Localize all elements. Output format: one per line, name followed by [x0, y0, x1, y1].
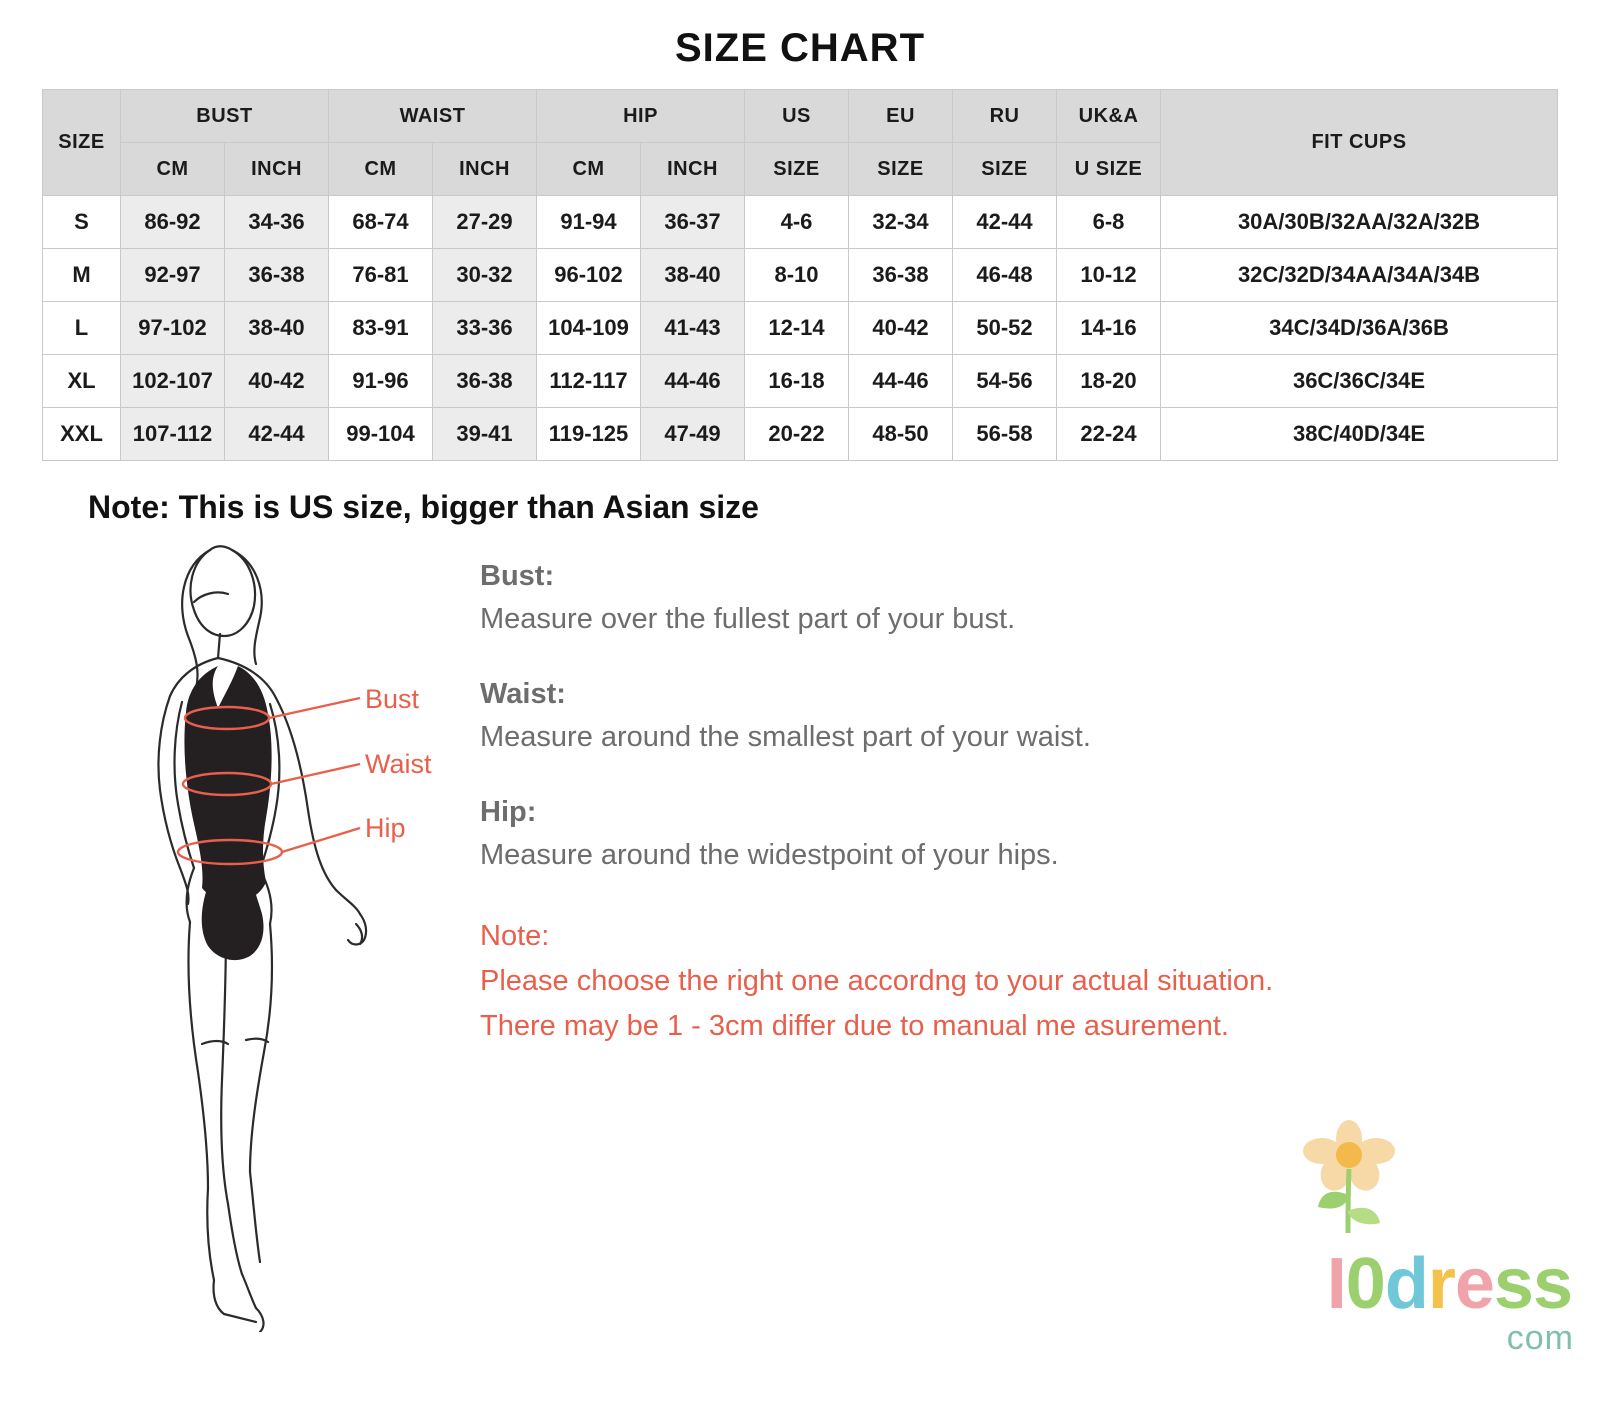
logo-char-4: r	[1427, 1244, 1455, 1324]
cell-uk: 22-24	[1057, 408, 1161, 461]
cell-eu: 44-46	[849, 355, 953, 408]
header-ru: RU	[953, 90, 1057, 143]
subheader-waist-inch: INCH	[433, 143, 537, 196]
subheader-hip-cm: CM	[537, 143, 641, 196]
bottom-note-line-2: There may be 1 - 3cm differ due to manual me asurement.	[480, 1009, 1229, 1042]
cell-us: 20-22	[745, 408, 849, 461]
cell-waist-inch: 33-36	[433, 302, 537, 355]
cell-bust-inch: 42-44	[225, 408, 329, 461]
cell-us: 8-10	[745, 249, 849, 302]
measure-label-hip: Hip:	[480, 796, 537, 828]
cell-bust-inch: 34-36	[225, 196, 329, 249]
cell-hip-inch: 41-43	[641, 302, 745, 355]
subheader-uk-size: U SIZE	[1057, 143, 1161, 196]
measure-block-bust	[480, 560, 1600, 636]
bottom-note-line-1: Please choose the right one accordng to your actual situation.	[480, 964, 1274, 997]
cell-hip-inch: 47-49	[641, 408, 745, 461]
logo-char-6: ss	[1493, 1244, 1572, 1324]
cell-ru: 54-56	[953, 355, 1057, 408]
cell-hip-cm: 112-117	[537, 355, 641, 408]
cell-size: XL	[43, 355, 121, 408]
subheader-waist-cm: CM	[329, 143, 433, 196]
size-chart-table	[42, 89, 1558, 461]
header-us: US	[745, 90, 849, 143]
table-head	[43, 90, 1558, 196]
cell-size: S	[43, 196, 121, 249]
cell-bust-cm: 86-92	[121, 196, 225, 249]
figure-label-bust: Bust	[365, 684, 420, 714]
cell-us: 16-18	[745, 355, 849, 408]
cell-size: XXL	[43, 408, 121, 461]
subheader-us-size: SIZE	[745, 143, 849, 196]
logo-char-2: 0	[1345, 1244, 1385, 1324]
header-bust: BUST	[121, 90, 329, 143]
cell-hip-cm: 104-109	[537, 302, 641, 355]
header-waist: WAIST	[329, 90, 537, 143]
subheader-hip-inch: INCH	[641, 143, 745, 196]
measurement-instructions	[460, 532, 1600, 1337]
table-body	[43, 196, 1558, 461]
cell-fit-cups: 32C/32D/34AA/34A/34B	[1161, 249, 1558, 302]
cell-waist-cm: 83-91	[329, 302, 433, 355]
cell-hip-cm: 96-102	[537, 249, 641, 302]
cell-bust-cm: 97-102	[121, 302, 225, 355]
cell-eu: 40-42	[849, 302, 953, 355]
subheader-bust-cm: CM	[121, 143, 225, 196]
cell-waist-cm: 91-96	[329, 355, 433, 408]
cell-fit-cups: 34C/34D/36A/36B	[1161, 302, 1558, 355]
cell-ru: 50-52	[953, 302, 1057, 355]
brand-logo-suffix: com	[1506, 1319, 1574, 1357]
cell-fit-cups: 38C/40D/34E	[1161, 408, 1558, 461]
cell-us: 4-6	[745, 196, 849, 249]
cell-ru: 42-44	[953, 196, 1057, 249]
size-chart-container	[0, 89, 1600, 461]
cell-waist-inch: 27-29	[433, 196, 537, 249]
cell-size: L	[43, 302, 121, 355]
figure-illustration	[60, 532, 460, 1337]
swimsuit-shape	[184, 666, 271, 902]
cell-bust-inch: 38-40	[225, 302, 329, 355]
table-group-header-row	[43, 90, 1558, 143]
measure-block-hip	[480, 796, 1600, 872]
cell-bust-cm: 102-107	[121, 355, 225, 408]
cell-ru: 46-48	[953, 249, 1057, 302]
bottom-note	[480, 914, 1600, 1049]
cell-hip-inch: 38-40	[641, 249, 745, 302]
cell-ru: 56-58	[953, 408, 1057, 461]
cell-eu: 36-38	[849, 249, 953, 302]
cell-fit-cups: 36C/36C/34E	[1161, 355, 1558, 408]
cell-waist-inch: 39-41	[433, 408, 537, 461]
figure-label-waist: Waist	[365, 749, 432, 779]
cell-bust-inch: 40-42	[225, 355, 329, 408]
table-row	[43, 196, 1558, 249]
us-size-note: Note: This is US size, bigger than Asian size	[88, 489, 759, 525]
cell-size: M	[43, 249, 121, 302]
cell-uk: 10-12	[1057, 249, 1161, 302]
subheader-ru-size: SIZE	[953, 143, 1057, 196]
header-uk: UK&A	[1057, 90, 1161, 143]
header-size: SIZE	[43, 90, 121, 196]
measure-label-bust: Bust:	[480, 560, 555, 592]
measure-text-waist: Measure around the smallest part of your waist.	[480, 721, 1091, 753]
cell-bust-inch: 36-38	[225, 249, 329, 302]
cell-bust-cm: 107-112	[121, 408, 225, 461]
flower-icon	[1294, 1115, 1404, 1240]
cell-waist-inch: 36-38	[433, 355, 537, 408]
header-fit-cups: FIT CUPS	[1161, 90, 1558, 196]
table-row	[43, 355, 1558, 408]
female-body-illustration	[60, 532, 460, 1332]
cell-eu: 32-34	[849, 196, 953, 249]
header-eu: EU	[849, 90, 953, 143]
table-row	[43, 302, 1558, 355]
measure-text-bust: Measure over the fullest part of your bust.	[480, 603, 1016, 635]
cell-eu: 48-50	[849, 408, 953, 461]
cell-us: 12-14	[745, 302, 849, 355]
figure-label-hip: Hip	[365, 813, 406, 843]
cell-fit-cups: 30A/30B/32AA/32A/32B	[1161, 196, 1558, 249]
cell-uk: 6-8	[1057, 196, 1161, 249]
cell-hip-cm: 119-125	[537, 408, 641, 461]
subheader-bust-inch: INCH	[225, 143, 329, 196]
bottom-note-label: Note:	[480, 920, 550, 952]
logo-char-1: I	[1326, 1244, 1346, 1324]
measure-block-waist	[480, 678, 1600, 754]
table-row	[43, 249, 1558, 302]
logo-char-5: e	[1454, 1244, 1494, 1324]
header-hip: HIP	[537, 90, 745, 143]
cell-waist-cm: 99-104	[329, 408, 433, 461]
table-row	[43, 408, 1558, 461]
cell-hip-cm: 91-94	[537, 196, 641, 249]
swimsuit-bottom	[202, 882, 264, 960]
cell-hip-inch: 44-46	[641, 355, 745, 408]
cell-waist-cm: 68-74	[329, 196, 433, 249]
cell-bust-cm: 92-97	[121, 249, 225, 302]
cell-uk: 18-20	[1057, 355, 1161, 408]
page-title: SIZE CHART	[675, 26, 925, 70]
measure-text-hip: Measure around the widestpoint of your hips.	[480, 839, 1059, 871]
measure-label-waist: Waist:	[480, 678, 566, 710]
cell-uk: 14-16	[1057, 302, 1161, 355]
cell-hip-inch: 36-37	[641, 196, 745, 249]
cell-waist-inch: 30-32	[433, 249, 537, 302]
cell-waist-cm: 76-81	[329, 249, 433, 302]
logo-char-3: d	[1384, 1244, 1428, 1324]
subheader-eu-size: SIZE	[849, 143, 953, 196]
